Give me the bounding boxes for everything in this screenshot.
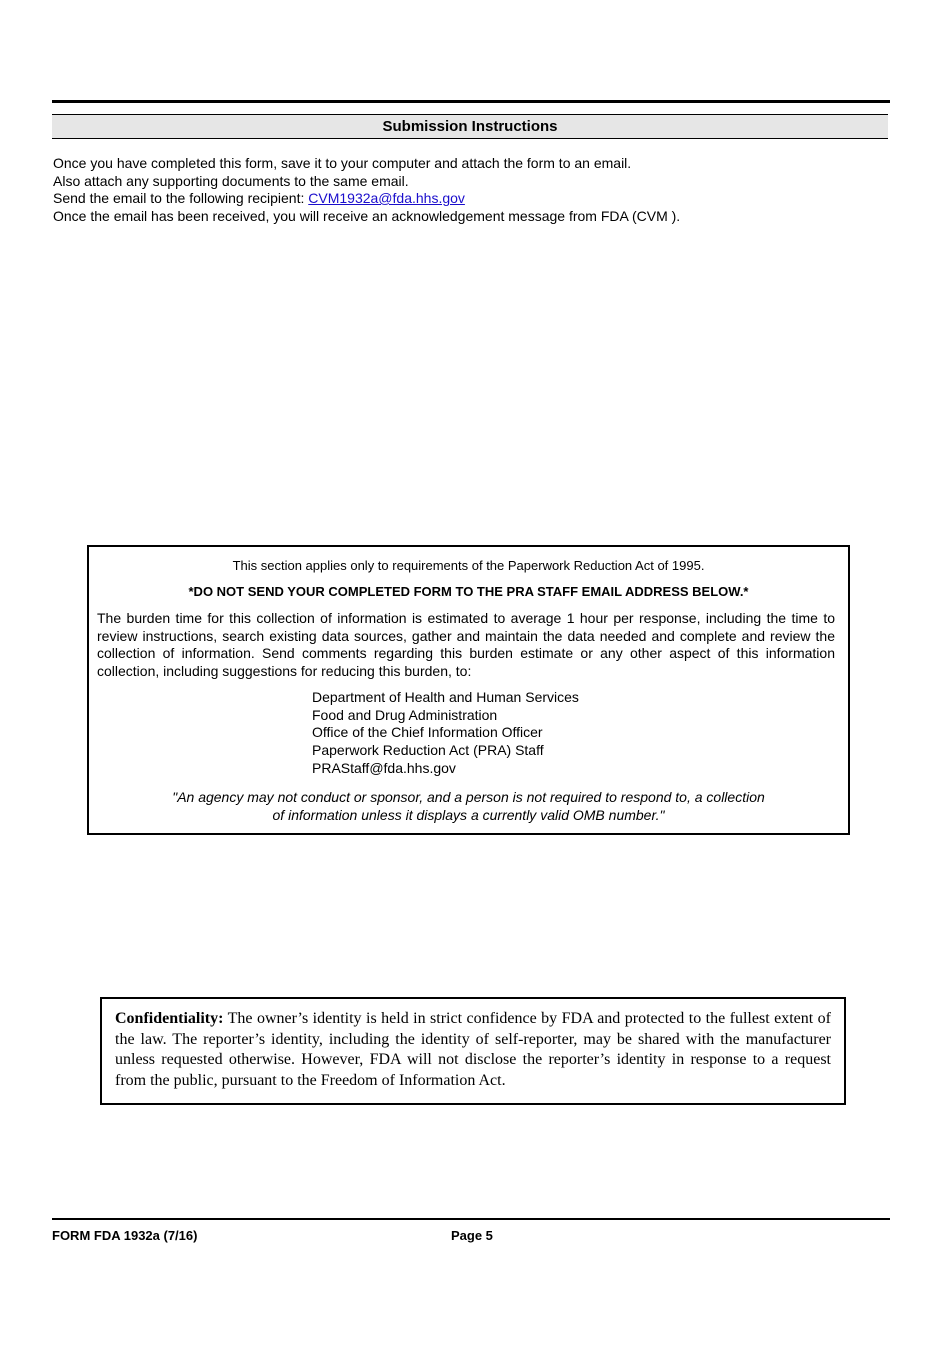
pra-mailing-address — [312, 689, 579, 778]
instruction-line: Once you have completed this form, save it to your computer and attach the form to an email. — [53, 155, 632, 171]
confidentiality-text: The owner’s identity is held in strict confidence by FDA and protected to the fullest extent of the law. The reporter’s identity, including the identity of self-reporter, may be shared with the manufacturer unless requested otherwise. However, FDA will not disclose the reporter’s identity in response to a request from the public, pursuant to the Freedom of Information Act. — [115, 1010, 831, 1089]
address-line: Paperwork Reduction Act (PRA) Staff — [312, 742, 544, 759]
pra-warning: *DO NOT SEND YOUR COMPLETED FORM TO THE PRA STAFF EMAIL ADDRESS BELOW.* — [188, 584, 749, 599]
pra-intro: This section applies only to requirements of the Paperwork Reduction Act of 1995. — [232, 558, 705, 573]
form-identifier: FORM FDA 1932a (7/16) — [52, 1228, 198, 1243]
page-number: Page 5 — [451, 1228, 493, 1243]
address-line: Food and Drug Administration — [312, 706, 498, 723]
pra-staff-email: PRAStaff@fda.hhs.gov — [312, 759, 456, 776]
omb-statement-line: "An agency may not conduct or sponsor, and a person is not required to respond to, a collection — [172, 789, 765, 805]
omb-statement-line: of information unless it displays a currently valid OMB number." — [272, 807, 665, 823]
top-divider — [52, 100, 890, 103]
recipient-label: Send the email to the following recipient: — [53, 190, 309, 206]
address-line: Department of Health and Human Services — [312, 689, 579, 705]
recipient-email-link[interactable]: CVM1932a@fda.hhs.gov — [308, 190, 465, 206]
instruction-line: Once the email has been received, you will receive an acknowledgement message from FDA (CVM ). — [53, 207, 681, 224]
instruction-line — [53, 190, 893, 208]
submission-instructions — [53, 155, 893, 225]
footer-divider — [52, 1218, 890, 1220]
pra-burden-statement: The burden time for this collection of information is estimated to average 1 hour per response, including the time to review instructions, search existing data sources, gather and maintain the data needed and complete and review the collection of information. Send comments regarding this burden estimate or any other aspect of this information collection, including suggestions for reducing this burden, to: — [97, 610, 835, 680]
confidentiality-notice — [100, 997, 846, 1105]
submission-instructions-header: Submission Instructions — [52, 114, 888, 139]
address-line: Office of the Chief Information Officer — [312, 724, 543, 741]
omb-statement — [89, 788, 848, 824]
instruction-line: Also attach any supporting documents to the same email. — [53, 172, 409, 189]
pra-notice-box — [87, 545, 850, 835]
confidentiality-label: Confidentiality: — [115, 1010, 224, 1027]
